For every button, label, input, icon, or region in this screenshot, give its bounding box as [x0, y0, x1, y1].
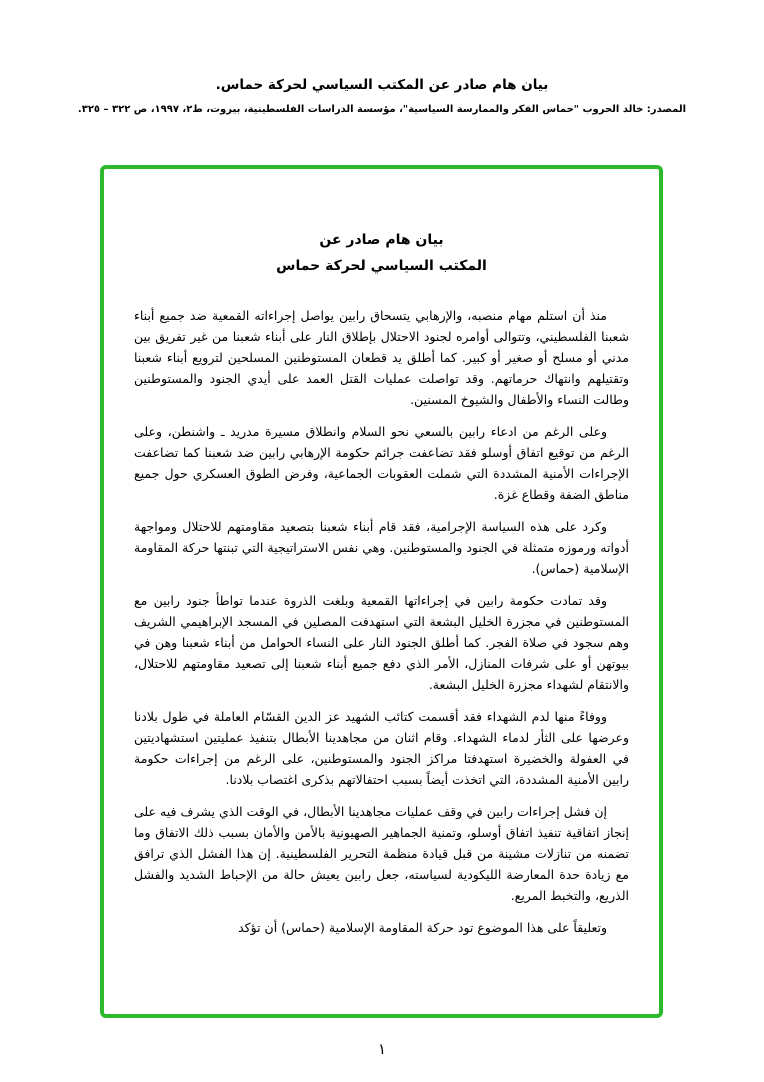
document-footer	[0, 1040, 764, 1058]
page-number: ١	[377, 1040, 387, 1058]
document-header-title: بيان هام صادر عن المكتب السياسي لحركة حماس.	[215, 77, 549, 93]
statement-paragraph-5: ووفاءً منها لدم الشهداء فقد أقسمت كتائب الشهيد عز الدين القسّام العاملة في طول بلادنا وعرضها على الثأر لدماء الشهداء. وقام اثنان من مجاهدينا الأبطال بتنفيذ عمليتين استشهاديتين في العفولة والخضيرة استهدفتا مراكز الجنود والمستوطنين، على الرغم من إجراءات حكومة رابين الأمنية المشددة، التي اتخذت أيضاً بسبب احتفالاتهم بذكرى اغتصاب بلادنا.	[134, 709, 629, 787]
statement-paragraph-3: وكرد على هذه السياسة الإجرامية، فقد قام أبناء شعبنا بتصعيد مقاومتهم للاحتلال ومواجهة أدواته ورموزه متمثلة في الجنود والمستوطنين. وهي نفس الاستراتيجية التي تبنتها حركة المقاومة الإسلامية (حماس).	[134, 519, 629, 576]
statement-box	[100, 165, 663, 1018]
statement-paragraph-6: إن فشل إجراءات رابين في وقف عمليات مجاهدينا الأبطال، في الوقت الذي يشرف فيه على إنجاز اتفاقية تنفيذ اتفاق أوسلو، وتمنية الجماهير الصهيونية بالأمن والأمان بسبب ذلك الاتفاق وما تضمنه من تنازلات مشينة من قبل قيادة منظمة التحرير الفلسطينية. إن هذا الفشل الذي ترافق مع زيادة حدة المعارضة الليكودية لسياسته، جعل رابين يعيش حالة من الإحباط الشديد والفشل الذريع، والتخبط المريع.	[134, 804, 629, 903]
statement-paragraph-2: وعلى الرغم من ادعاء رابين بالسعي نحو السلام وانطلاق مسيرة مدريد ـ واشنطن، وعلى الرغم من توقيع اتفاق أوسلو فقد تضاعفت جرائم حكومة الإرهابي رابين ضد شعبنا كما تضاعفت الإجراءات الأمنية المشددة التي شملت العقوبات الجماعية، وفرض الطوق العسكري حول جميع مناطق الضفة وقطاع غزة.	[134, 424, 629, 502]
document-source-line: المصدر: خالد الحروب "حماس الفكر والممارسة السياسية"، مؤسسة الدراسات الفلسطينية، بيروت، ط٢، ١٩٩٧، ص ٣٢٢ – ٣٢٥.	[77, 104, 687, 115]
statement-body	[134, 305, 629, 938]
document-header	[0, 76, 764, 117]
statement-paragraph-4: وقد تمادت حكومة رابين في إجراءاتها القمعية وبلغت الذروة عندما تواطأ جنود رابين مع المستوطنين في مجزرة الخليل البشعة التي استهدفت المصلين في المسجد الإبراهيمي الشريف وهم سجود في صلاة الفجر. كما أطلق الجنود النار على النساء الحوامل من أبناء شعبنا وهن في بيوتهن أو على شرفات المنازل، الأمر الذي دفع جميع أبناء شعبنا إلى تصعيد مقاومتهم للاحتلال، والانتقام لشهداء مجزرة الخليل البشعة.	[134, 593, 629, 692]
statement-title-line1: بيان هام صادر عن	[319, 232, 444, 248]
statement-paragraph-1: منذ أن استلم مهام منصبه، والإرهابي يتسحاق رابين يواصل إجراءاته القمعية ضد جميع أبناء شعبنا الفلسطيني، وتتوالى أوامره لجنود الاحتلال بإطلاق النار على أبناء شعبنا من غير تفريق بين مدني أو مسلح أو صغير أو كبير. كما أطلق يد قطعان المستوطنين المسلحين لترويع أبناء شعبنا وتقتيلهم وانتهاك حرماتهم. وقد تواصلت عمليات القتل العمد على أيدي الجنود والمستوطنين وطالت النساء والأطفال والشيوخ المسنين.	[134, 308, 629, 407]
statement-paragraph-7: وتعليقاً على هذا الموضوع تود حركة المقاومة الإسلامية (حماس) أن تؤكد	[238, 920, 607, 935]
statement-title-line2: المكتب السياسي لحركة حماس	[276, 258, 487, 274]
